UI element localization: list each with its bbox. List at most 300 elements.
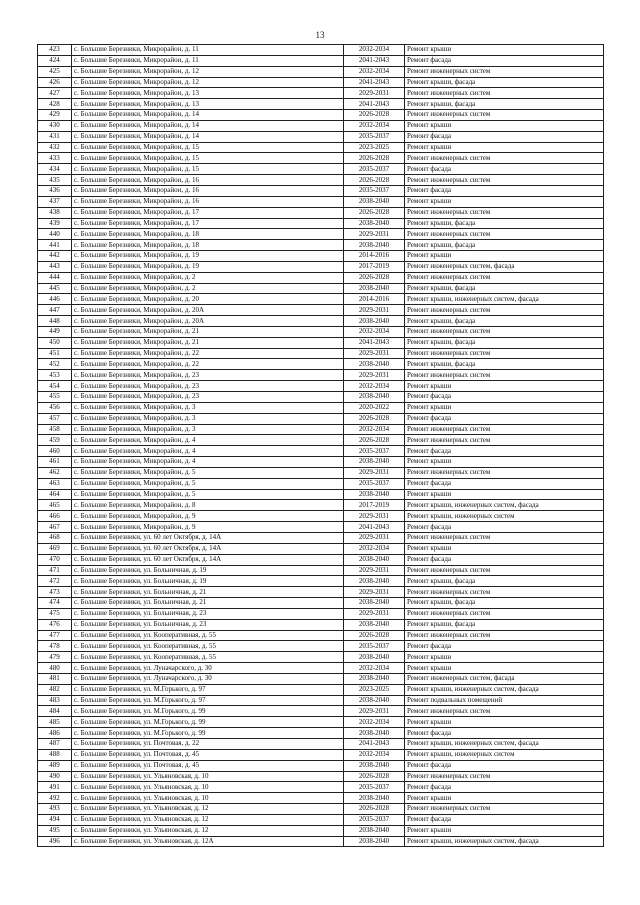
work-type-cell: Ремонт крыши, инженерных систем — [405, 511, 604, 522]
address-cell: с. Большие Березники, Микрорайон, д. 2 — [72, 283, 344, 294]
period-cell: 2014-2016 — [344, 251, 405, 262]
period-cell: 2038-2040 — [344, 359, 405, 370]
address-cell: с. Большие Березники, Микрорайон, д. 18 — [72, 240, 344, 251]
work-type-cell: Ремонт фасада — [405, 641, 604, 652]
work-type-cell: Ремонт крыши, фасада — [405, 576, 604, 587]
address-cell: с. Большие Березники, ул. 60 лет Октября, д. 14А — [72, 532, 344, 543]
address-cell: с. Большие Березники, Микрорайон, д. 3 — [72, 424, 344, 435]
work-type-cell: Ремонт инженерных систем — [405, 207, 604, 218]
work-type-cell: Ремонт инженерных систем — [405, 467, 604, 478]
address-cell: с. Большие Березники, Микрорайон, д. 15 — [72, 153, 344, 164]
address-cell: с. Большие Березники, Микрорайон, д. 5 — [72, 467, 344, 478]
work-type-cell: Ремонт фасада — [405, 392, 604, 403]
row-number-cell: 441 — [38, 240, 72, 251]
address-cell: с. Большие Березники, ул. Больничная, д. 21 — [72, 587, 344, 598]
period-cell: 2026-2028 — [344, 413, 405, 424]
address-cell: с. Большие Березники, Микрорайон, д. 3 — [72, 413, 344, 424]
period-cell: 2029-2031 — [344, 348, 405, 359]
period-cell: 2032-2034 — [344, 66, 405, 77]
work-type-cell: Ремонт инженерных систем, фасада — [405, 261, 604, 272]
address-cell: с. Большие Березники, ул. М.Горького, д. 97 — [72, 695, 344, 706]
row-number-cell: 466 — [38, 511, 72, 522]
table-row — [38, 424, 604, 435]
address-cell: с. Большие Березники, ул. 60 лет Октября, д. 14А — [72, 554, 344, 565]
work-type-cell: Ремонт крыши, инженерных систем, фасада — [405, 836, 604, 847]
period-cell: 2038-2040 — [344, 316, 405, 327]
row-number-cell: 489 — [38, 760, 72, 771]
table-row — [38, 511, 604, 522]
address-cell: с. Большие Березники, Микрорайон, д. 12 — [72, 66, 344, 77]
table-row — [38, 825, 604, 836]
address-cell: с. Большие Березники, ул. М.Горького, д. 97 — [72, 684, 344, 695]
table-row — [38, 99, 604, 110]
work-type-cell: Ремонт крыши, инженерных систем, фасада — [405, 294, 604, 305]
table-row — [38, 305, 604, 316]
address-cell: с. Большие Березники, Микрорайон, д. 21 — [72, 326, 344, 337]
address-cell: с. Большие Березники, Микрорайон, д. 14 — [72, 120, 344, 131]
work-type-cell: Ремонт инженерных систем — [405, 804, 604, 815]
row-number-cell: 434 — [38, 164, 72, 175]
row-number-cell: 491 — [38, 782, 72, 793]
period-cell: 2038-2040 — [344, 218, 405, 229]
row-number-cell: 465 — [38, 500, 72, 511]
work-type-cell: Ремонт крыши, фасада — [405, 619, 604, 630]
row-number-cell: 449 — [38, 326, 72, 337]
address-cell: с. Большие Березники, ул. М.Горького, д. 99 — [72, 728, 344, 739]
address-cell: с. Большие Березники, ул. Ульяновская, д. 12 — [72, 804, 344, 815]
row-number-cell: 448 — [38, 316, 72, 327]
row-number-cell: 453 — [38, 370, 72, 381]
work-type-cell: Ремонт крыши — [405, 489, 604, 500]
row-number-cell: 460 — [38, 446, 72, 457]
row-number-cell: 440 — [38, 229, 72, 240]
address-cell: с. Большие Березники, Микрорайон, д. 14 — [72, 110, 344, 121]
table-row — [38, 402, 604, 413]
table-row — [38, 749, 604, 760]
address-cell: с. Большие Березники, Микрорайон, д. 23 — [72, 381, 344, 392]
address-cell: с. Большие Березники, Микрорайон, д. 4 — [72, 446, 344, 457]
table-row — [38, 66, 604, 77]
address-cell: с. Большие Березники, ул. Ульяновская, д. 12 — [72, 825, 344, 836]
work-type-cell: Ремонт фасада — [405, 131, 604, 142]
table-row — [38, 196, 604, 207]
address-cell: с. Большие Березники, Микрорайон, д. 11 — [72, 45, 344, 56]
work-type-cell: Ремонт крыши, фасада — [405, 240, 604, 251]
table-row — [38, 760, 604, 771]
work-type-cell: Ремонт фасада — [405, 164, 604, 175]
period-cell: 2038-2040 — [344, 825, 405, 836]
period-cell: 2029-2031 — [344, 532, 405, 543]
work-type-cell: Ремонт подвальных помещений — [405, 695, 604, 706]
work-type-cell: Ремонт крыши, фасада — [405, 316, 604, 327]
work-type-cell: Ремонт инженерных систем — [405, 110, 604, 121]
period-cell: 2038-2040 — [344, 489, 405, 500]
table-row — [38, 673, 604, 684]
work-type-cell: Ремонт инженерных систем — [405, 348, 604, 359]
table-row — [38, 348, 604, 359]
row-number-cell: 461 — [38, 457, 72, 468]
row-number-cell: 456 — [38, 402, 72, 413]
address-cell: с. Большие Березники, Микрорайон, д. 22 — [72, 359, 344, 370]
address-cell: с. Большие Березники, Микрорайон, д. 16 — [72, 175, 344, 186]
table-row — [38, 489, 604, 500]
period-cell: 2038-2040 — [344, 652, 405, 663]
address-cell: с. Большие Березники, ул. М.Горького, д. 99 — [72, 717, 344, 728]
table-row — [38, 554, 604, 565]
table-row — [38, 467, 604, 478]
period-cell: 2026-2028 — [344, 630, 405, 641]
row-number-cell: 478 — [38, 641, 72, 652]
table-row — [38, 175, 604, 186]
row-number-cell: 432 — [38, 142, 72, 153]
work-type-cell: Ремонт крыши, инженерных систем, фасада — [405, 739, 604, 750]
table-row — [38, 153, 604, 164]
address-cell: с. Большие Березники, Микрорайон, д. 3 — [72, 402, 344, 413]
period-cell: 2038-2040 — [344, 836, 405, 847]
work-type-cell: Ремонт крыши, фасада — [405, 283, 604, 294]
address-cell: с. Большие Березники, Микрорайон, д. 4 — [72, 457, 344, 468]
period-cell: 2041-2043 — [344, 337, 405, 348]
table-row — [38, 316, 604, 327]
work-type-cell: Ремонт инженерных систем — [405, 326, 604, 337]
row-number-cell: 433 — [38, 153, 72, 164]
row-number-cell: 486 — [38, 728, 72, 739]
period-cell: 2020-2022 — [344, 402, 405, 413]
period-cell: 2029-2031 — [344, 229, 405, 240]
table-row — [38, 261, 604, 272]
table-row — [38, 207, 604, 218]
table-row — [38, 218, 604, 229]
row-number-cell: 447 — [38, 305, 72, 316]
period-cell: 2032-2034 — [344, 717, 405, 728]
work-type-cell: Ремонт инженерных систем — [405, 771, 604, 782]
work-type-cell: Ремонт крыши, фасада — [405, 598, 604, 609]
row-number-cell: 470 — [38, 554, 72, 565]
table-row — [38, 814, 604, 825]
work-type-cell: Ремонт инженерных систем — [405, 706, 604, 717]
work-type-cell: Ремонт инженерных систем — [405, 424, 604, 435]
work-type-cell: Ремонт инженерных систем — [405, 608, 604, 619]
work-type-cell: Ремонт инженерных систем — [405, 630, 604, 641]
work-type-cell: Ремонт крыши — [405, 825, 604, 836]
table-row — [38, 164, 604, 175]
table-row — [38, 77, 604, 88]
table-row — [38, 576, 604, 587]
row-number-cell: 459 — [38, 435, 72, 446]
table-row — [38, 457, 604, 468]
period-cell: 2026-2028 — [344, 272, 405, 283]
row-number-cell: 492 — [38, 793, 72, 804]
work-type-cell: Ремонт инженерных систем — [405, 88, 604, 99]
work-type-cell: Ремонт крыши — [405, 45, 604, 56]
address-cell: с. Большие Березники, Микрорайон, д. 20А — [72, 316, 344, 327]
period-cell: 2038-2040 — [344, 695, 405, 706]
row-number-cell: 458 — [38, 424, 72, 435]
table-body — [38, 45, 604, 847]
address-cell: с. Большие Березники, Микрорайон, д. 13 — [72, 88, 344, 99]
work-type-cell: Ремонт крыши — [405, 142, 604, 153]
period-cell: 2035-2037 — [344, 641, 405, 652]
address-cell: с. Большие Березники, Микрорайон, д. 11 — [72, 55, 344, 66]
row-number-cell: 442 — [38, 251, 72, 262]
row-number-cell: 426 — [38, 77, 72, 88]
work-type-cell: Ремонт крыши — [405, 663, 604, 674]
period-cell: 2038-2040 — [344, 283, 405, 294]
address-cell: с. Большие Березники, ул. Почтовая, д. 22 — [72, 739, 344, 750]
work-type-cell: Ремонт фасада — [405, 522, 604, 533]
address-cell: с. Большие Березники, Микрорайон, д. 20А — [72, 305, 344, 316]
period-cell: 2038-2040 — [344, 760, 405, 771]
row-number-cell: 452 — [38, 359, 72, 370]
period-cell: 2041-2043 — [344, 99, 405, 110]
work-type-cell: Ремонт фасада — [405, 185, 604, 196]
period-cell: 2041-2043 — [344, 55, 405, 66]
table-row — [38, 251, 604, 262]
row-number-cell: 455 — [38, 392, 72, 403]
work-type-cell: Ремонт фасада — [405, 413, 604, 424]
table-row — [38, 110, 604, 121]
row-number-cell: 439 — [38, 218, 72, 229]
period-cell: 2026-2028 — [344, 804, 405, 815]
row-number-cell: 495 — [38, 825, 72, 836]
address-cell: с. Большие Березники, Микрорайон, д. 19 — [72, 251, 344, 262]
work-type-cell: Ремонт крыши, фасада — [405, 337, 604, 348]
period-cell: 2017-2019 — [344, 500, 405, 511]
row-number-cell: 467 — [38, 522, 72, 533]
period-cell: 2038-2040 — [344, 728, 405, 739]
period-cell: 2035-2037 — [344, 782, 405, 793]
period-cell: 2041-2043 — [344, 739, 405, 750]
period-cell: 2029-2031 — [344, 511, 405, 522]
work-type-cell: Ремонт крыши, инженерных систем — [405, 749, 604, 760]
table-row — [38, 706, 604, 717]
table-row — [38, 88, 604, 99]
work-type-cell: Ремонт крыши — [405, 251, 604, 262]
row-number-cell: 485 — [38, 717, 72, 728]
table-row — [38, 522, 604, 533]
address-cell: с. Большие Березники, Микрорайон, д. 12 — [72, 77, 344, 88]
period-cell: 2032-2034 — [344, 749, 405, 760]
row-number-cell: 474 — [38, 598, 72, 609]
address-cell: с. Большие Березники, ул. Больничная, д. 19 — [72, 565, 344, 576]
work-type-cell: Ремонт инженерных систем — [405, 305, 604, 316]
work-type-cell: Ремонт крыши — [405, 457, 604, 468]
address-cell: с. Большие Березники, Микрорайон, д. 20 — [72, 294, 344, 305]
row-number-cell: 423 — [38, 45, 72, 56]
work-type-cell: Ремонт крыши — [405, 120, 604, 131]
row-number-cell: 425 — [38, 66, 72, 77]
work-type-cell: Ремонт крыши, фасада — [405, 99, 604, 110]
period-cell: 2029-2031 — [344, 587, 405, 598]
row-number-cell: 494 — [38, 814, 72, 825]
address-cell: с. Большие Березники, Микрорайон, д. 15 — [72, 164, 344, 175]
work-type-cell: Ремонт крыши — [405, 402, 604, 413]
period-cell: 2035-2037 — [344, 164, 405, 175]
row-number-cell: 437 — [38, 196, 72, 207]
address-cell: с. Большие Березники, Микрорайон, д. 13 — [72, 99, 344, 110]
address-cell: с. Большие Березники, ул. Больничная, д. 21 — [72, 598, 344, 609]
period-cell: 2032-2034 — [344, 663, 405, 674]
period-cell: 2038-2040 — [344, 793, 405, 804]
period-cell: 2038-2040 — [344, 598, 405, 609]
work-type-cell: Ремонт крыши, инженерных систем, фасада — [405, 500, 604, 511]
table-row — [38, 370, 604, 381]
period-cell: 2041-2043 — [344, 77, 405, 88]
table-row — [38, 337, 604, 348]
period-cell: 2026-2028 — [344, 175, 405, 186]
period-cell: 2029-2031 — [344, 706, 405, 717]
address-cell: с. Большие Березники, ул. Луначарского, д. 30 — [72, 663, 344, 674]
table-row — [38, 185, 604, 196]
period-cell: 2026-2028 — [344, 771, 405, 782]
work-type-cell: Ремонт крыши — [405, 793, 604, 804]
row-number-cell: 446 — [38, 294, 72, 305]
period-cell: 2038-2040 — [344, 619, 405, 630]
period-cell: 2017-2019 — [344, 261, 405, 272]
work-type-cell: Ремонт инженерных систем — [405, 153, 604, 164]
table-row — [38, 359, 604, 370]
address-cell: с. Большие Березники, Микрорайон, д. 17 — [72, 218, 344, 229]
period-cell: 2032-2034 — [344, 381, 405, 392]
row-number-cell: 464 — [38, 489, 72, 500]
address-cell: с. Большие Березники, Микрорайон, д. 9 — [72, 511, 344, 522]
row-number-cell: 462 — [38, 467, 72, 478]
address-cell: с. Большие Березники, Микрорайон, д. 23 — [72, 370, 344, 381]
row-number-cell: 469 — [38, 543, 72, 554]
row-number-cell: 488 — [38, 749, 72, 760]
address-cell: с. Большие Березники, Микрорайон, д. 5 — [72, 489, 344, 500]
row-number-cell: 480 — [38, 663, 72, 674]
table-row — [38, 532, 604, 543]
address-cell: с. Большие Березники, ул. Больничная, д. 23 — [72, 619, 344, 630]
row-number-cell: 477 — [38, 630, 72, 641]
period-cell: 2038-2040 — [344, 457, 405, 468]
table-row — [38, 435, 604, 446]
work-type-cell: Ремонт инженерных систем — [405, 175, 604, 186]
table-row — [38, 543, 604, 554]
row-number-cell: 457 — [38, 413, 72, 424]
period-cell: 2029-2031 — [344, 370, 405, 381]
table-row — [38, 663, 604, 674]
period-cell: 2038-2040 — [344, 554, 405, 565]
period-cell: 2026-2028 — [344, 110, 405, 121]
work-type-cell: Ремонт инженерных систем — [405, 272, 604, 283]
row-number-cell: 454 — [38, 381, 72, 392]
table-row — [38, 500, 604, 511]
period-cell: 2032-2034 — [344, 543, 405, 554]
table-row — [38, 446, 604, 457]
period-cell: 2032-2034 — [344, 424, 405, 435]
row-number-cell: 430 — [38, 120, 72, 131]
period-cell: 2026-2028 — [344, 153, 405, 164]
table-row — [38, 608, 604, 619]
table-row — [38, 381, 604, 392]
work-type-cell: Ремонт фасада — [405, 554, 604, 565]
work-type-cell: Ремонт крыши, фасада — [405, 359, 604, 370]
row-number-cell: 438 — [38, 207, 72, 218]
table-row — [38, 782, 604, 793]
address-cell: с. Большие Березники, Микрорайон, д. 5 — [72, 478, 344, 489]
period-cell: 2029-2031 — [344, 608, 405, 619]
work-type-cell: Ремонт инженерных систем, фасада — [405, 673, 604, 684]
repair-schedule-table — [37, 44, 604, 847]
row-number-cell: 429 — [38, 110, 72, 121]
table-row — [38, 684, 604, 695]
period-cell: 2035-2037 — [344, 185, 405, 196]
period-cell: 2026-2028 — [344, 435, 405, 446]
row-number-cell: 490 — [38, 771, 72, 782]
work-type-cell: Ремонт инженерных систем — [405, 229, 604, 240]
table-row — [38, 630, 604, 641]
address-cell: с. Большие Березники, Микрорайон, д. 21 — [72, 337, 344, 348]
address-cell: с. Большие Березники, ул. Кооперативная, д. 55 — [72, 652, 344, 663]
table-row — [38, 142, 604, 153]
row-number-cell: 445 — [38, 283, 72, 294]
period-cell: 2038-2040 — [344, 673, 405, 684]
work-type-cell: Ремонт инженерных систем — [405, 66, 604, 77]
address-cell: с. Большие Березники, Микрорайон, д. 15 — [72, 142, 344, 153]
period-cell: 2038-2040 — [344, 392, 405, 403]
row-number-cell: 473 — [38, 587, 72, 598]
table-row — [38, 326, 604, 337]
table-row — [38, 717, 604, 728]
work-type-cell: Ремонт крыши — [405, 717, 604, 728]
row-number-cell: 476 — [38, 619, 72, 630]
period-cell: 2029-2031 — [344, 565, 405, 576]
row-number-cell: 444 — [38, 272, 72, 283]
address-cell: с. Большие Березники, Микрорайон, д. 19 — [72, 261, 344, 272]
address-cell: с. Большие Березники, Микрорайон, д. 17 — [72, 207, 344, 218]
address-cell: с. Большие Березники, Микрорайон, д. 4 — [72, 435, 344, 446]
row-number-cell: 435 — [38, 175, 72, 186]
table-row — [38, 45, 604, 56]
period-cell: 2038-2040 — [344, 240, 405, 251]
period-cell: 2023-2025 — [344, 142, 405, 153]
period-cell: 2023-2025 — [344, 684, 405, 695]
address-cell: с. Большие Березники, Микрорайон, д. 22 — [72, 348, 344, 359]
row-number-cell: 475 — [38, 608, 72, 619]
table-row — [38, 804, 604, 815]
work-type-cell: Ремонт фасада — [405, 814, 604, 825]
row-number-cell: 483 — [38, 695, 72, 706]
work-type-cell: Ремонт фасада — [405, 446, 604, 457]
row-number-cell: 468 — [38, 532, 72, 543]
address-cell: с. Большие Березники, ул. Ульяновская, д. 10 — [72, 771, 344, 782]
row-number-cell: 443 — [38, 261, 72, 272]
work-type-cell: Ремонт инженерных систем — [405, 435, 604, 446]
work-type-cell: Ремонт крыши — [405, 196, 604, 207]
address-cell: с. Большие Березники, Микрорайон, д. 14 — [72, 131, 344, 142]
row-number-cell: 450 — [38, 337, 72, 348]
row-number-cell: 481 — [38, 673, 72, 684]
address-cell: с. Большие Березники, ул. Больничная, д. 23 — [72, 608, 344, 619]
row-number-cell: 479 — [38, 652, 72, 663]
address-cell: с. Большие Березники, ул. Кооперативная, д. 55 — [72, 641, 344, 652]
work-type-cell: Ремонт инженерных систем — [405, 532, 604, 543]
table-row — [38, 739, 604, 750]
row-number-cell: 496 — [38, 836, 72, 847]
address-cell: с. Большие Березники, ул. Луначарского, д. 30 — [72, 673, 344, 684]
period-cell: 2032-2034 — [344, 120, 405, 131]
table-row — [38, 652, 604, 663]
table-row — [38, 587, 604, 598]
table-row — [38, 598, 604, 609]
table-row — [38, 283, 604, 294]
row-number-cell: 428 — [38, 99, 72, 110]
address-cell: с. Большие Березники, ул. Ульяновская, д. 10 — [72, 793, 344, 804]
address-cell: с. Большие Березники, ул. Ульяновская, д. 10 — [72, 782, 344, 793]
table-row — [38, 793, 604, 804]
